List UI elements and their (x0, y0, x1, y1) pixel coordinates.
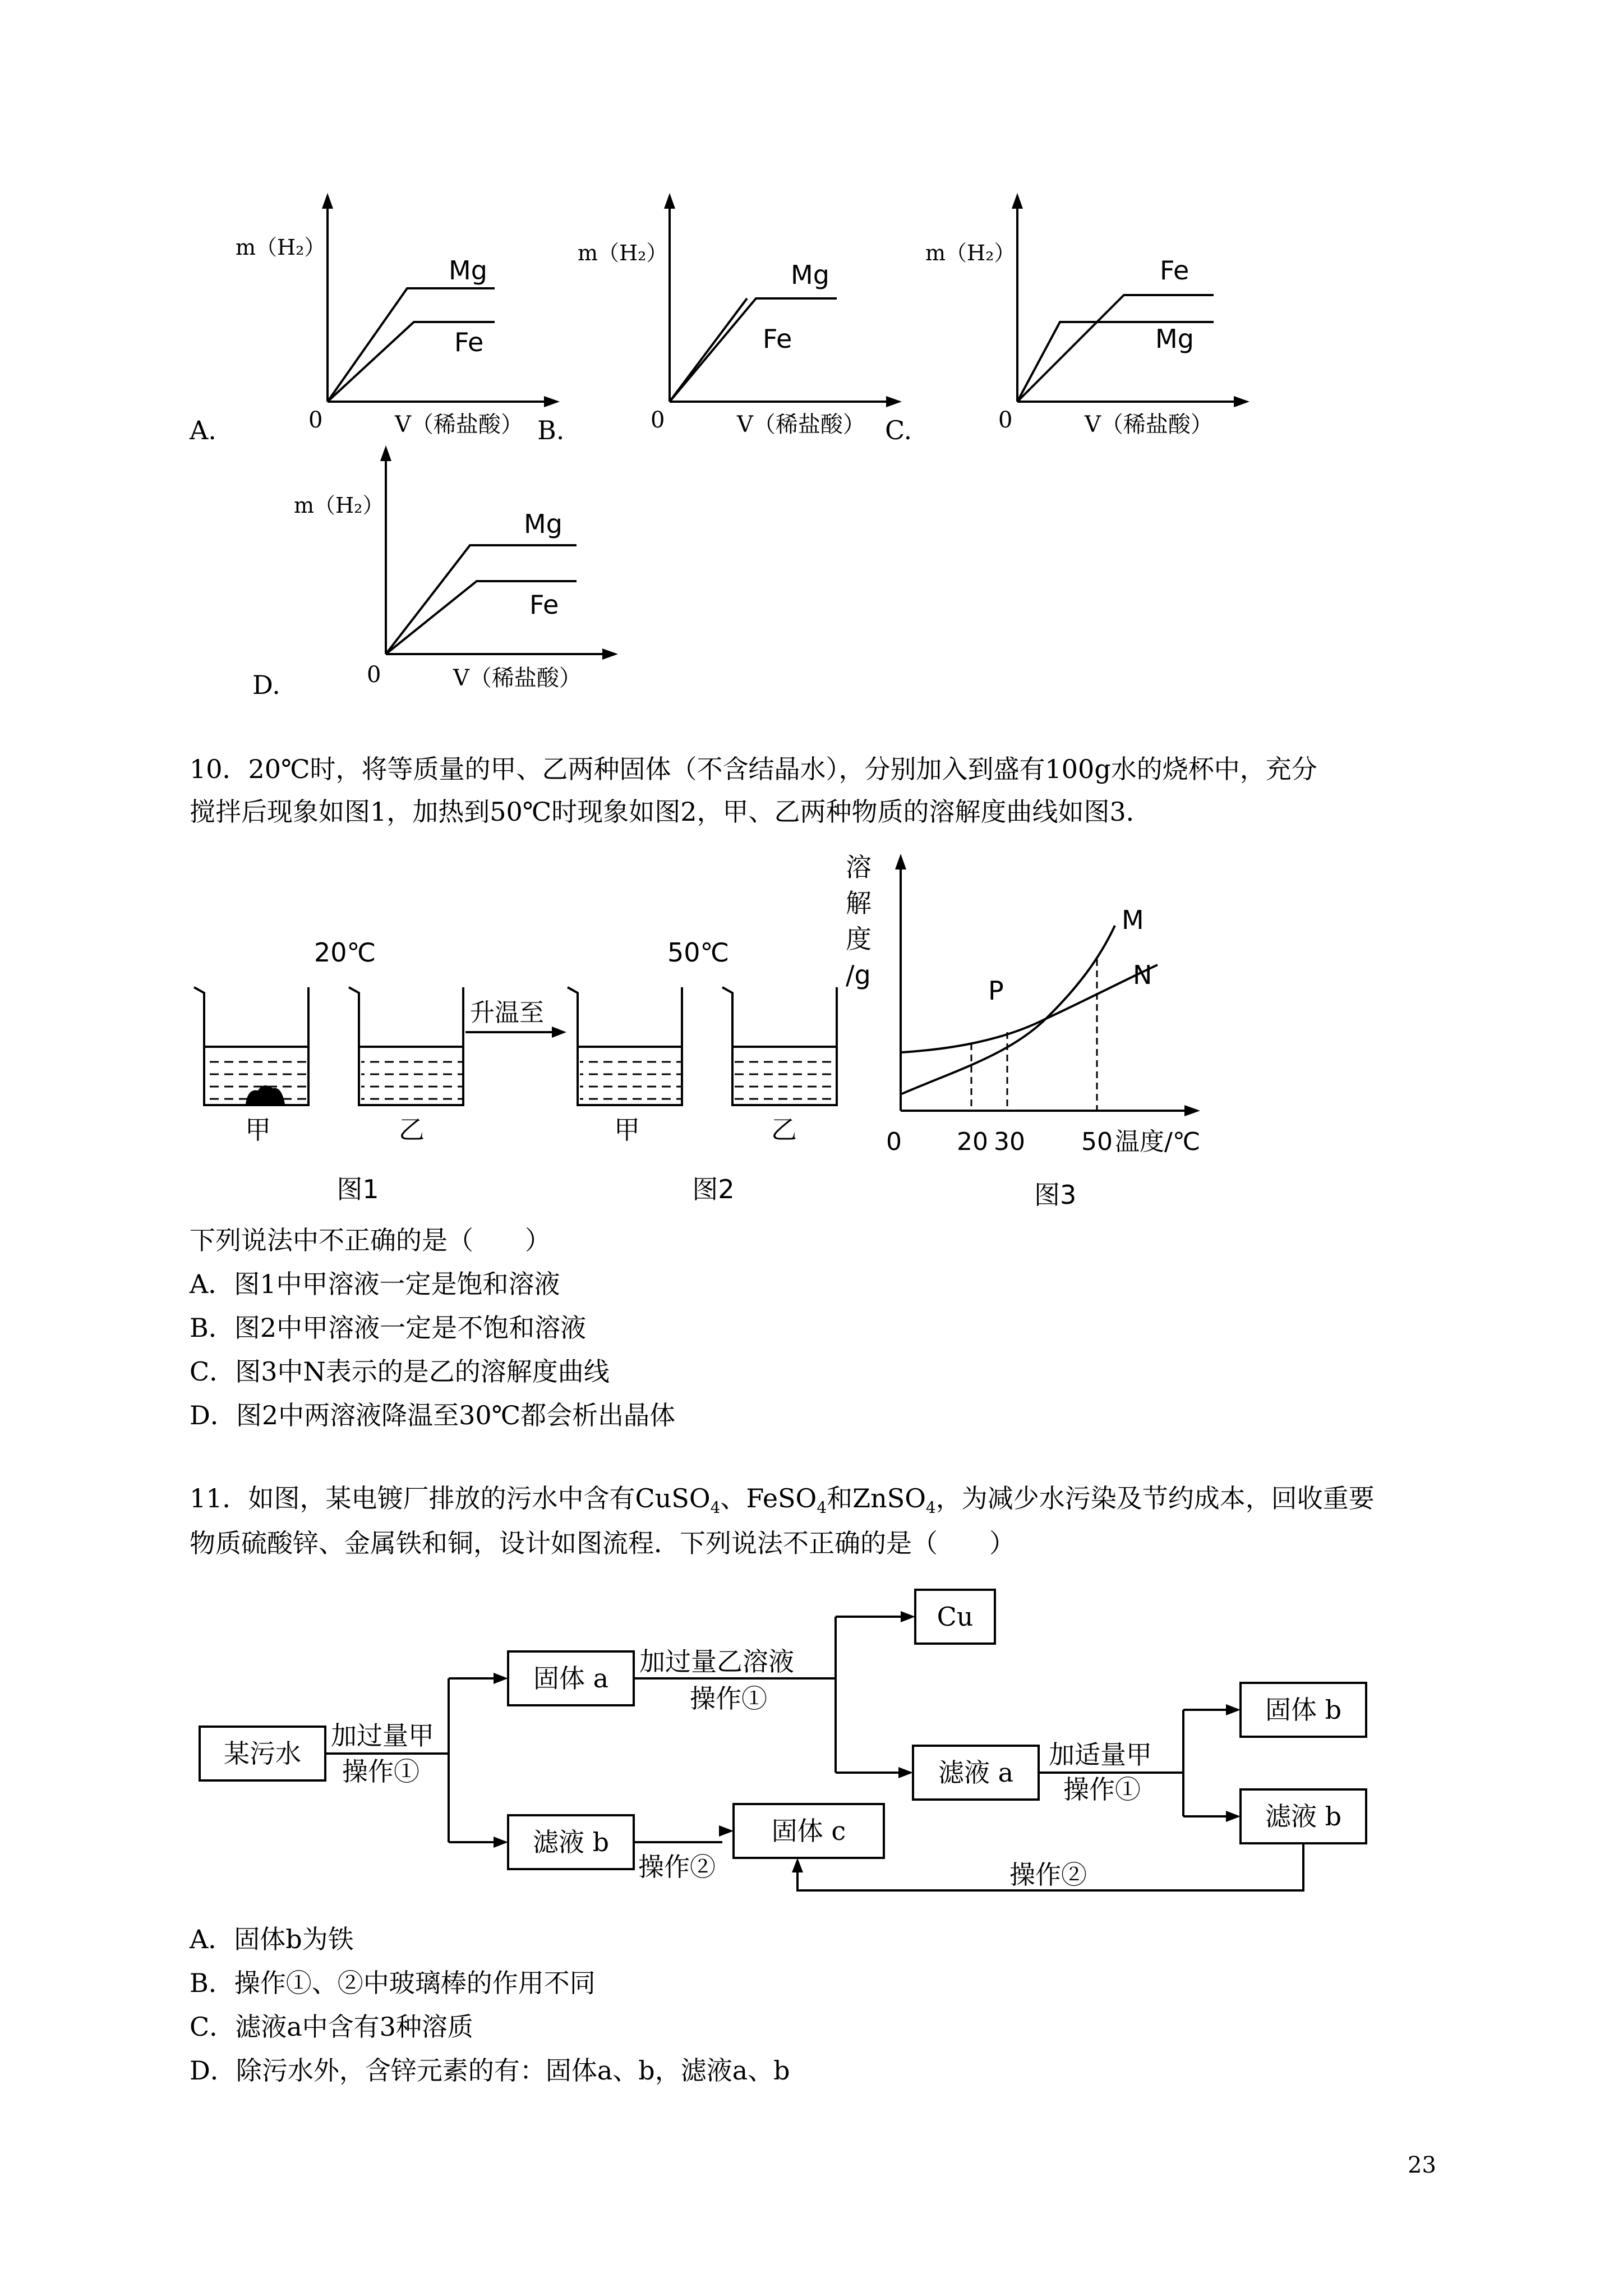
q11-option-c: C．滤液a中含有3种溶质 (190, 2012, 473, 2042)
label-op1-main: 操作① (342, 1756, 419, 1787)
box-wastewater: 某污水 (224, 1738, 301, 1769)
q10-question: 下列说法中不正确的是（ ） (190, 1225, 551, 1255)
graph-ylabel: m（H₂） (578, 241, 668, 265)
option-c-letter: C. (885, 415, 912, 445)
option-d-letter: D. (252, 670, 280, 700)
label-add-excess-jia: 加过量甲 (331, 1720, 434, 1751)
fig1-left-label: 甲 (245, 1115, 271, 1145)
xlabel: 温度/℃ (1115, 1128, 1201, 1156)
q11-stem-part1: 11．如图，某电镀厂排放的污水中含有CuSO (190, 1483, 711, 1513)
graph-origin: 0 (998, 407, 1013, 433)
graph-xlabel: V（稀盐酸） (1085, 412, 1213, 438)
graph-line-bottom-label: Fe (454, 327, 484, 357)
curve-n-label: N (1133, 960, 1152, 990)
page-number: 23 (1408, 2152, 1436, 2178)
q11-option-d: D．除污水外，含锌元素的有：固体a、b，滤液a、b (190, 2055, 790, 2086)
label-op2-lower: 操作② (638, 1852, 716, 1882)
box-filtrate-b: 滤液 b (532, 1827, 610, 1857)
q10-option-a: A．图1中甲溶液一定是饱和溶液 (190, 1269, 560, 1299)
box-solid-b: 固体 b (1265, 1695, 1342, 1725)
graph-line-top-label: Mg (791, 260, 829, 290)
graph-xlabel: V（稀盐酸） (453, 665, 582, 691)
label-op1-upper: 操作① (690, 1683, 767, 1714)
q11-option-b: B．操作①、②中玻璃棒的作用不同 (190, 1968, 596, 1998)
q10-stem-line1: 10．20℃时，将等质量的甲、乙两种固体（不含结晶水），分别加入到盛有100g水的烧杯中，充分 (190, 754, 1317, 784)
graph-a (219, 185, 578, 449)
graph-ylabel: m（H₂） (925, 241, 1016, 265)
q11-stem-part3: 和ZnSO (827, 1483, 926, 1513)
xtick-20: 20 (957, 1128, 988, 1156)
graph-origin: 0 (367, 662, 381, 688)
point-p-label: P (988, 976, 1004, 1006)
beaker-jia-50 (568, 987, 682, 1105)
q10-option-c: C．图3中N表示的是乙的溶解度曲线 (190, 1356, 610, 1387)
fig1-right-label: 乙 (399, 1115, 425, 1145)
curve-n (902, 965, 1158, 1052)
graph-origin: 0 (651, 407, 665, 433)
curve-m-label: M (1122, 905, 1144, 935)
label-op2-bottom: 操作② (1009, 1860, 1087, 1890)
fig2-caption: 图2 (692, 1174, 735, 1204)
beaker-figures (179, 920, 880, 1234)
graph-ylabel: m（H₂） (294, 493, 384, 518)
subscript-4: 4 (710, 1498, 721, 1517)
subscript-4: 4 (925, 1498, 936, 1517)
q10-option-d: D．图2中两溶液降温至30℃都会析出晶体 (190, 1400, 676, 1430)
box-cu: Cu (937, 1602, 974, 1632)
box-filtrate-a: 滤液 a (938, 1757, 1014, 1788)
curve-m (902, 926, 1115, 1094)
ylabel-char-2: 解 (846, 888, 872, 918)
box-filtrate-b-right: 滤液 b (1265, 1801, 1342, 1832)
beaker-jia-20 (194, 987, 308, 1105)
fig2-temp: 50℃ (667, 937, 730, 968)
flow-chart (191, 1571, 1424, 1907)
subscript-4: 4 (817, 1498, 827, 1517)
beaker-yi-20 (349, 987, 463, 1105)
graph-c (909, 185, 1267, 449)
graph-line-top-label: Mg (449, 255, 487, 286)
option-a-letter: A. (190, 415, 216, 445)
origin-label: 0 (886, 1128, 902, 1156)
graph-xlabel: V（稀盐酸） (737, 412, 865, 438)
label-op1-right: 操作① (1063, 1774, 1141, 1805)
xtick-50: 50 (1081, 1128, 1113, 1156)
xtick-30: 30 (994, 1128, 1025, 1156)
graph-d (277, 438, 636, 701)
graph-line-bottom-label: Fe (763, 324, 792, 354)
fig3-caption: 图3 (1034, 1180, 1077, 1210)
graph-line-bottom-label: Mg (1155, 324, 1194, 354)
box-solid-c: 固体 c (771, 1816, 846, 1846)
beaker-yi-50 (722, 987, 837, 1105)
arrow-label: 升温至 (470, 999, 544, 1027)
label-add-excess-yi: 加过量乙溶液 (639, 1646, 794, 1677)
graph-b (561, 185, 920, 449)
graph-line-top-label: Mg (524, 509, 562, 539)
fig2-right-label: 乙 (771, 1115, 797, 1145)
ylabel-char-3: 度 (846, 924, 872, 954)
q10-option-b: B．图2中甲溶液一定是不饱和溶液 (190, 1313, 587, 1343)
solubility-chart (841, 847, 1256, 1234)
q11-stem-line1 (190, 1485, 1375, 1516)
q11-stem-part2: 、FeSO (720, 1483, 817, 1513)
q11-option-a: A．固体b为铁 (190, 1924, 354, 1954)
graph-line-bottom-label: Fe (529, 590, 559, 620)
q11-stem-line2: 物质硫酸锌、金属铁和铜，设计如图流程．下列说法不正确的是（ ） (190, 1528, 1015, 1558)
graph-origin: 0 (308, 407, 323, 433)
graph-ylabel: m（H₂） (236, 235, 326, 260)
graph-line-top-label: Fe (1160, 255, 1189, 286)
graph-xlabel: V（稀盐酸） (395, 412, 523, 438)
ylabel-char-4: /g (846, 960, 871, 990)
ylabel-char-1: 溶 (846, 852, 872, 882)
fig2-left-label: 甲 (614, 1115, 640, 1145)
box-solid-a: 固体 a (533, 1663, 609, 1694)
q11-stem-part4: ，为减少水污染及节约成本，回收重要 (935, 1483, 1375, 1513)
label-add-right-jia: 加适量甲 (1049, 1740, 1152, 1770)
option-b-letter: B. (537, 415, 565, 445)
fig1-temp: 20℃ (314, 937, 376, 968)
q10-stem-line2: 搅拌后现象如图1，加热到50℃时现象如图2，甲、乙两种物质的溶解度曲线如图3． (190, 797, 1152, 827)
fig1-caption: 图1 (336, 1174, 379, 1204)
